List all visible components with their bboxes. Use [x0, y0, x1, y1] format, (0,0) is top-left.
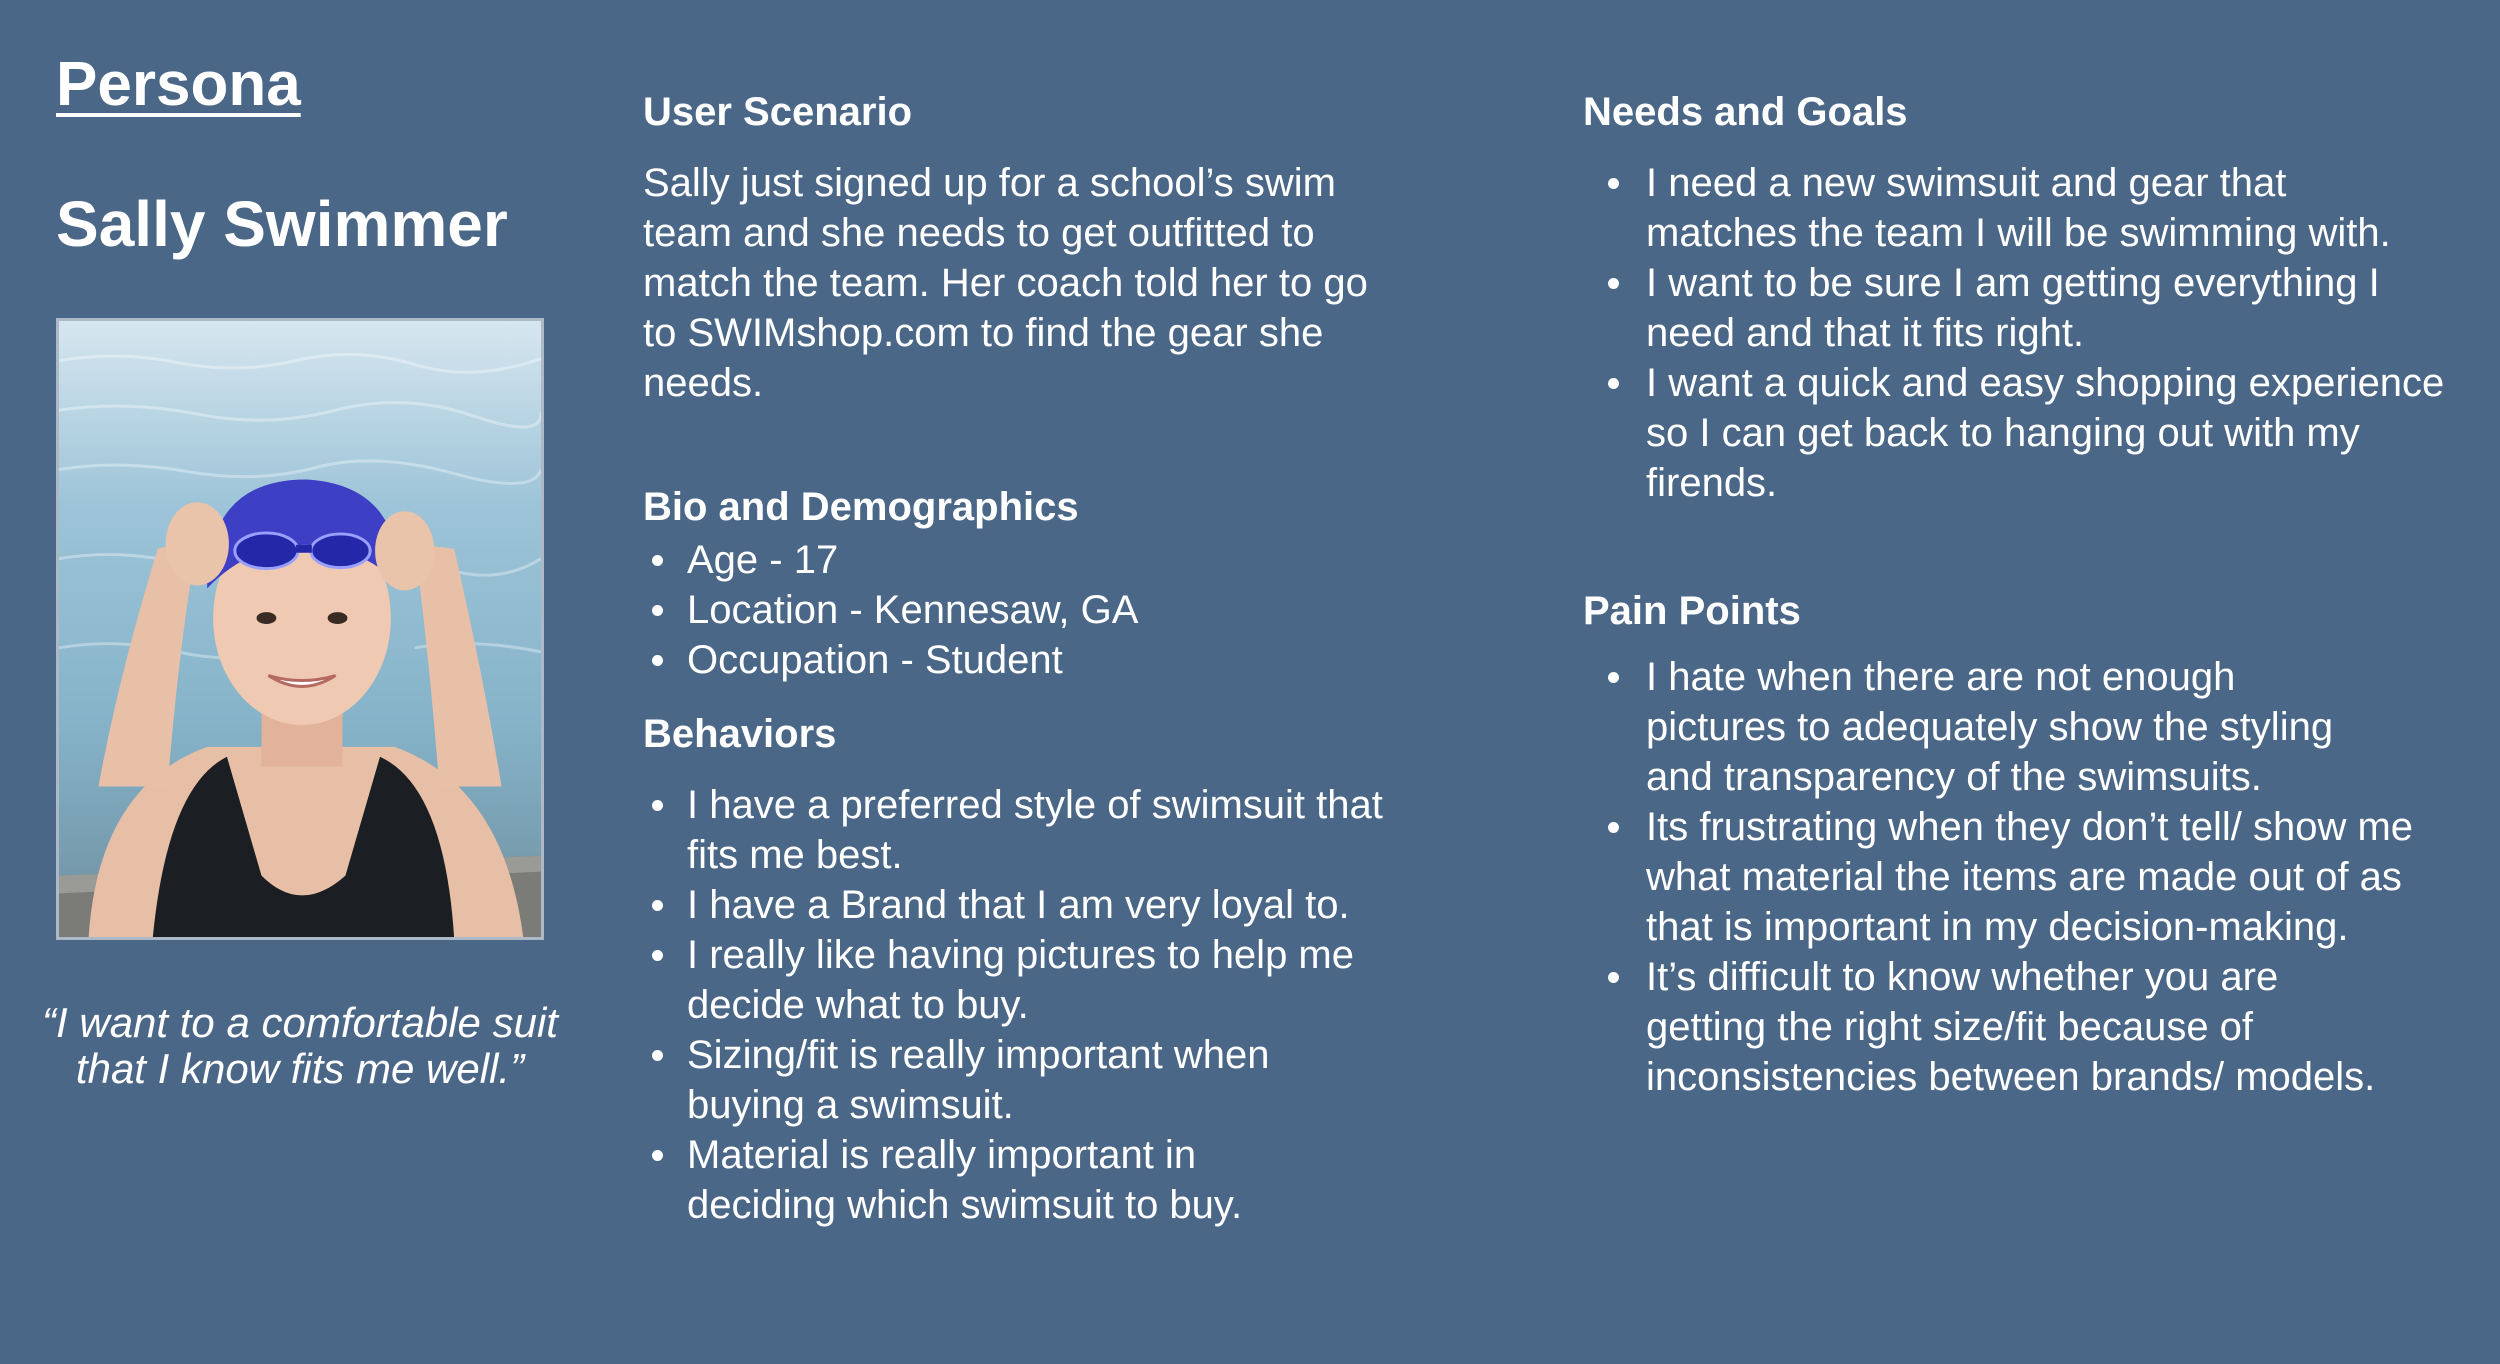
pain-points-list: [1583, 652, 2423, 1102]
needs-goal-item: I want a quick and easy shopping experience so I can get back to hanging out with my firends.: [1583, 358, 2463, 508]
needs-goals-heading: Needs and Goals: [1583, 90, 1908, 134]
user-scenario-heading: User Scenario: [643, 90, 913, 134]
bio-item: Age - 17: [643, 535, 1403, 585]
needs-goal-item: I want to be sure I am getting everything I need and that it fits right.: [1583, 258, 2463, 358]
bio-item: Occupation - Student: [643, 635, 1403, 685]
pain-point-item: Its frustrating when they don’t tell/ show me what material the items are made out of as that is important in my decision-making.: [1583, 802, 2436, 952]
persona-label: Persona: [56, 50, 301, 119]
persona-name: Sally Swimmer: [56, 188, 508, 260]
needs-goal-item: I need a new swimsuit and gear that matches the team I will be swimming with.: [1583, 158, 2446, 258]
behavior-item: I really like having pictures to help me decide what to buy.: [643, 930, 1387, 1030]
pain-point-item: I hate when there are not enough pictures to adequately show the styling and transparency of the swimsuits.: [1583, 652, 2386, 802]
needs-goals-list: [1583, 158, 2463, 508]
behavior-item: I have a Brand that I am very loyal to.: [643, 880, 1423, 930]
pain-points-heading: Pain Points: [1583, 589, 1801, 633]
behaviors-list: [643, 780, 1423, 1230]
behavior-item: I have a preferred style of swimsuit that fits me best.: [643, 780, 1407, 880]
user-scenario-text: Sally just signed up for a school’s swim team and she needs to get outfitted to match the team. Her coach told her to go to SWIMshop.com to find the gear she needs.: [643, 161, 1368, 405]
bio-item: Location - Kennesaw, GA: [643, 585, 1403, 635]
behavior-item: Material is really important in deciding which swimsuit to buy.: [643, 1130, 1347, 1230]
pain-point-item: It’s difficult to know whether you are getting the right size/fit because of inconsistencies between brands/ models.: [1583, 952, 2396, 1102]
persona-quote: “I want to a comfortable suit that I know fits me well.”: [42, 999, 558, 1092]
persona-photo: [56, 318, 544, 940]
swimmer-photo-illustration: [59, 321, 541, 937]
behaviors-heading: Behaviors: [643, 712, 837, 756]
bio-heading: Bio and Demographics: [643, 485, 1079, 529]
bio-list: [643, 535, 1403, 685]
behavior-item: Sizing/fit is really important when buying a swimsuit.: [643, 1030, 1387, 1130]
